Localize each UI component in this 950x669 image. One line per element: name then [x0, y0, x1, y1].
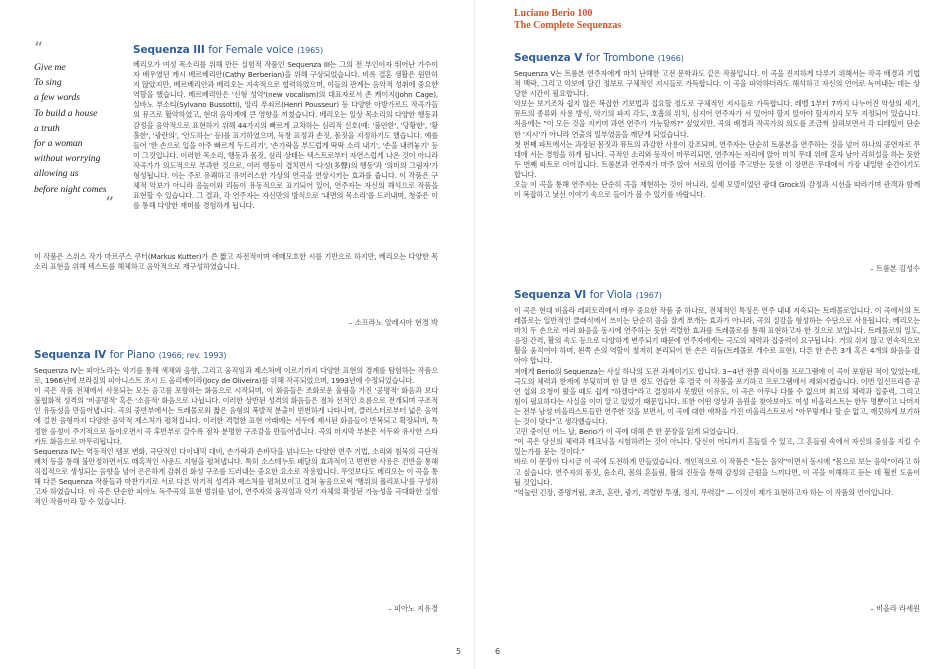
sequenza3-paragraph: 베리오가 여성 목소리를 위해 만든 실험적 작품인 Sequenza III는 그의 전 부인이자 뛰어난 가수이자 배우였던 캐시 베르베리안(Cathy Berberian)을 위해 구상되었습니다. 비록 결혼 생활은 원만하지 않았지만, 베르베리안과 베리오는 지속적으로 협력하였으며, 이들의 관계는 음악적 성취에 중요한 역할을 했습니다. 베르베리안은 '신형 성악'(new vocalism)의 대표자로서 존 케이지(John Cage), 실바노 부소티(Sylvano Bussotti), 앙리 푸쇠르(Henri Pousseur) 등 다양한 아방가르드 작곡가들의 뮤즈로 활약하였고, 현대 음악계에 큰 영향을 끼쳤습니다. 베리오는 일상 목소리의 다양한 행동과 감정을 음악적으로 표현하기 위해 44가지의 빠르게 교차하는 심리적 신호(예: '불안한', '당황한', '황홀한', '광란의', '안도하는' 등)를 표기하였으며, 독창 표정과 손짓, 몸짓을 지정하기도 했습니다. 예를 들어 '한 손으로 입을 아주 빠르게 두드리기', '손가락을 부드럽게 딱딱 소리 내기', '손을 내려놓기' 등이 그것입니다. 이러한 목소리, 행동과 몸짓, 심리 상태는 텍스트로부터 자연스럽게 나온 것이 아니라 작곡가가 의도적으로 부과한 것으로, 여러 행동이 겹치면서 '다성(多聲)의 행동'과 '의미의 그림자'가 형성됩니다. 이는 주로 유쾌하고 유머러스한 가상의 연극을 연상시키는 효과를 줍니다. 이 작품은 구체적 악보가 아니라 음높이와 리듬이 유동적으로 표기되어 있어, 연주자는 자신의 해석으로 작품을 표현할 수 있습니다. 그 결과, 각 연주자는 자신만의 방식으로 '내면의 목소리'를 드러내며, 청중은 이를 통해 다양한 재미를 경험하게 됩니다.: [133, 60, 438, 211]
series-title: [514, 8, 621, 32]
right-page: [475, 0, 950, 669]
sequenza6-paragraph: "억눌린 긴장, 증명거림, 초조, 혼란, 광기, 격렬한 투쟁, 정지, 무력감" — 이것이 제가 표현하고자 하는 이 작품의 언어입니다.: [514, 487, 894, 497]
close-quote-mark: ”: [105, 193, 114, 214]
quote-line: Give me: [34, 62, 66, 73]
sequenza3-paragraph: 이 작품은 스위스 작가 마르쿠스 쿠터(Markus Kutter)가 쓴 짧고 자전적이며 애매모호한 시를 기반으로 하지만, 베리오는 다양한 목소리 표현을 위해 텍스트를 해체하고 음악적으로 재구성하였습니다.: [34, 252, 438, 272]
page-number-right: 6: [495, 647, 501, 656]
sequenza3-heading: [133, 44, 323, 56]
quote-line: To build a house: [34, 107, 98, 119]
sequenza6-paragraph: 바로 이 문장이 다시금 이 곡에 도전하게 만들었습니다. 개인적으로 이 작품은 "듣는 음악"이면서 동시에 "몸으로 보는 음악"이라고 하고 싶습니다. 연주자의 몸짓, 숨소리, 몸의 흔들림, 활의 진동을 통해 감정의 근원을 느끼다면, 이 곡을 이해하고 듣는 데 훨씬 도움이 될 것입니다.: [514, 457, 920, 487]
sequenza6-quote: "이 곡은 당신의 체력과 테크닉을 시험하려는 것이 아니다. 당신이 어디까지 흔들릴 수 있고, 그 흔들림 속에서 자신의 중심을 지킬 수 있는가를 묻는 것이다.": [514, 437, 920, 457]
sequenza6-body: [514, 306, 920, 596]
quote-line: a truth: [34, 122, 60, 134]
sequenza4-credit: – 피아노 지유경: [388, 604, 438, 613]
sequenza3-year: (1965): [297, 46, 324, 55]
pull-quote: [34, 39, 114, 214]
sequenza6-title: Sequenza VI: [514, 289, 587, 301]
sequenza3-subtitle: for Female voice: [208, 44, 294, 56]
sequenza4-subtitle: for Piano: [109, 349, 156, 361]
quote-line: a few words: [34, 92, 81, 104]
sequenza6-heading: [514, 289, 662, 301]
open-quote-mark: “: [34, 39, 43, 59]
sequenza5-title: Sequenza V: [514, 52, 583, 64]
quote-lines: [34, 60, 114, 197]
sequenza5-subtitle: for Trombone: [585, 52, 655, 64]
sequenza4-body: [34, 366, 438, 588]
sequenza3-title: Sequenza III: [133, 44, 205, 56]
quote-line: To sing: [34, 77, 62, 89]
sequenza4-heading: [34, 349, 226, 361]
sequenza5-paragraph: 첫 번째 파트에서는 과장된 몸짓과 뮤트의 과감한 사용이 강조되며, 연주자는 단순히 트롬본을 연주하는 것을 넘어 하나의 공연자로 무대에 서는 경험을 하게 됩니다. 극적인 소리와 동작이 마무리되면, 연주자는 자리에 앉아 마치 무대 위에 혼자 남아 리허설을 하는 듯한 두 번째 파트로 이어집니다. 트롬본과 연주자가 마주 앉아 서로의 언어를 주고받는 듯한 이 장면은 무대에서 가장 내밀한 순간이기도 합니다.: [514, 139, 920, 179]
sequenza5-credit: – 트롬본 김성수: [870, 264, 920, 273]
sequenza4-year: (1966; rev. 1993): [158, 351, 227, 360]
sequenza6-paragraph: 고민 중이던 어느 날, Berio가 이 곡에 대해 쓴 한 문장을 읽게 되었습니다.: [514, 427, 739, 437]
sequenza5-paragraph: Sequenza V는 트롬본 연주자에게 마치 난해한 고전 문학과도 같은 작품입니다. 이 곡을 진지하게 다루기 위해서는 작곡 배경과 기법적 맥락, 그리고 악보에 담긴 정보로 구체적인 지시들로 가득합니다. 이 곡을 파악하더라도 해석하고 자신의 언어로 녹여내는 데는 상당한 시간이 필요합니다.: [514, 69, 920, 99]
sequenza3-body-intro: [133, 60, 438, 252]
sequenza6-year: (1967): [635, 291, 662, 300]
quote-line: without worrying: [34, 153, 101, 165]
sequenza4-title: Sequenza IV: [34, 349, 107, 361]
sequenza5-body: [514, 69, 920, 262]
sequenza6-paragraph: 이 곡은 현대 비올라 레퍼토리에서 매우 중요한 작품 중 하나로, 전체적인 특징은 연주 내내 지속되는 트레몰로입니다. 이 곡에서의 트레몰로는 일반적인 클래식에서 쓰이는 단순히 음을 잘게 쪼개는 효과가 아니라, 곡의 질감을 형성하는 수단으로 사용됩니다. 베리오는 마치 두 손으로 여러 화음을 동시에 연주하는 듯한 격렬한 효과를 트레몰로를 통해 표현하고자 한 것으로 보입니다. 트레몰로의 밀도, 음정 간격, 활의 속도 등으로 다양하게 변주되기 때문에 연주자에게는 극도의 체력과 집중력이 요구됩니다. 거의 쉬지 않고 연속적으로 활을 움직여야 하며, 왼쪽 손의 역할이 철저히 분리되어 한 손은 리듬(트레몰로 개수로 표현), 다른 한 손은 3개 혹은 4개의 화음을 잡아야 합니다.: [514, 306, 920, 366]
sequenza5-paragraph: 악보는 보기조차 쉽지 않은 복잡한 기보법과 집요할 정도로 구체적인 지시들로 가득합니다. 레벨 1부터 7까지 나누어진 악상의 세기, 뮤트의 종류와 사용 방식, 악기의 파지 각도, 호흡의 위치, 심지어 연주자가 서 있어야 할지 앉아야 할지까지 모두 지정되어 있습니다. 처음에는 "이 모든 것을 지키며 과연 연주가 가능할까?" 싶었지만, 곡의 배경과 작곡가의 의도를 조금씩 살펴보면서 각 디테일이 단순한 '지시'가 아니라 연출의 일부였음을 깨닫게 되었습니다.: [514, 99, 920, 139]
sequenza3-credit: – 소프라노 알레시아 현경 박: [348, 318, 438, 327]
sequenza3-body-rest: [34, 252, 438, 312]
series-title-line2: The Complete Sequenzas: [514, 20, 622, 31]
quote-line: for a woman: [34, 138, 83, 150]
quote-line: allowing us: [34, 168, 79, 180]
sequenza4-paragraph: Sequenza IV는 역동적인 템포 변화, 극단적인 다이내믹 대비, 손가락과 손바닥을 넘나드는 다양한 연주 기법, 소리와 침묵의 극단적 배치 등을 통해 불안정하면서도 매혹적인 사운드 지형을 펼쳐냅니다. 특히 소스테누토 페달의 효과적이고 빈번한 사용은 건반을 통해 직접적으로 생성되는 음향을 넘어 은은하게 감춰진 화성 구조를 드러내는 중요한 요소로 작용합니다. 무엇보다도 베리오는 이 곡을 통해 다른 Sequenza 작품들과 마찬가지로 서로 다른 악기적 성격과 제스처를 펼쳐보이고 겹쳐 놓음으로써 '행위의 폴리포니'를 구성하고자 하였습니다. 이 곡은 단순한 피아노 독주곡의 표현 범위를 넘어, 연주자의 움직임과 악기 자체의 확장된 가능성을 극대화한 실험적인 작품이라 할 수 있습니다.: [34, 446, 438, 507]
sequenza6-paragraph: 저에게 Berio의 Sequenza는 사실 하나의 도전 과제이기도 합니다. 3~4년 전쯤 리사이틀 프로그램에 이 곡이 포함된 적이 있었는데, 극도의 체력과 한계에 부딪히며 한 달 반 정도 연습한 후 결국 이 작품을 포기하고 프로그램에서 제외시켰습니다. 이번 일신프리즘 공연 섭외 요청이 왔을 때도 쉽게 "하겠다"라고 결정하지 못했던 이유도, 이 곡은 아무나 다룰 수 없으며 최고의 체력과 집중력, 그리고 힘이 필요하다는 사실을 이미 알고 있었기 때문입니다. 또한 어떤 영상과 음원을 찾아보아도 여성 비올리스트는 한두 명뿐이고 나머지는 전부 남성 비올리스트들만 연주한 것을 보면서, 이 곡에 대한 애착을 가진 비올리스트로서 "아무렇게나 할 순 없고, 깨끗하게 보기하는 것이 맞다"고 생각했습니다.: [514, 366, 920, 427]
sequenza5-paragraph: 오늘 이 곡을 통해 연주자는 단순히 곡을 재현하는 것이 아니라, 실제 모델이었던 광대 Grock의 감정과 시선을 따라가며 관객과 함께 이 복잡하고 낯선 이야기 속으로 들어가 볼 수 있기를 바랍니다.: [514, 180, 920, 200]
series-title-line1: Luciano Berio 100: [514, 8, 593, 19]
page-number-left: 5: [456, 647, 462, 656]
sequenza4-paragraph: 이 곡은 작품 전체에서 사용되는 모든 음고를 포함하는 화음으로 시작되며, 이 화음들은 조화로운 울림을 가진 '공명적' 화음과 보다 불협화적 성격의 '비공명적' 혹은 '소음적' 화음으로 나뉩니다. 이러한 상반된 성격의 화음들은 점차 선적인 흐름으로 전개되며 구조적인 유동성을 만들어냅니다. 곡의 중반부에서는 트레몰로와 짧은 음형의 폭발적 분출이 빈번하게 나타나며, 클러스터로부터 넓은 음역에 걸친 음형까지 다양한 음악적 제스처가 펼쳐집니다. 이러한 격렬한 표현 아래에는 서두에 제시된 화음들이 반복되고 확장되며, 특정한 음정이 주기적으로 돌아오면서 곡 후반부로 갈수록 점차 분명한 구조감을 만들어냅니다. 곡의 마지막 부분은 서두와 유사한 스타카토 화음으로 마무리됩니다.: [34, 386, 438, 446]
sequenza6-credit: – 비올라 라세원: [870, 604, 920, 613]
sequenza6-subtitle: for Viola: [589, 289, 633, 301]
sequenza5-heading: [514, 52, 684, 64]
quote-line: before night comes: [34, 183, 107, 195]
sequenza5-year: (1966): [657, 54, 684, 63]
sequenza4-paragraph: Sequenza IV는 피아노라는 악기를 통해 색채와 음향, 그리고 움직임과 제스처에 이르기까지 다양한 표현의 경계를 탐험하는 작품으로, 1966년에 브라질의 피아니스트 조시 드 올리베이라(Jocy de Oliveira)를 위해 작곡되었으며, 1993년에 수정되었습니다.: [34, 366, 438, 386]
